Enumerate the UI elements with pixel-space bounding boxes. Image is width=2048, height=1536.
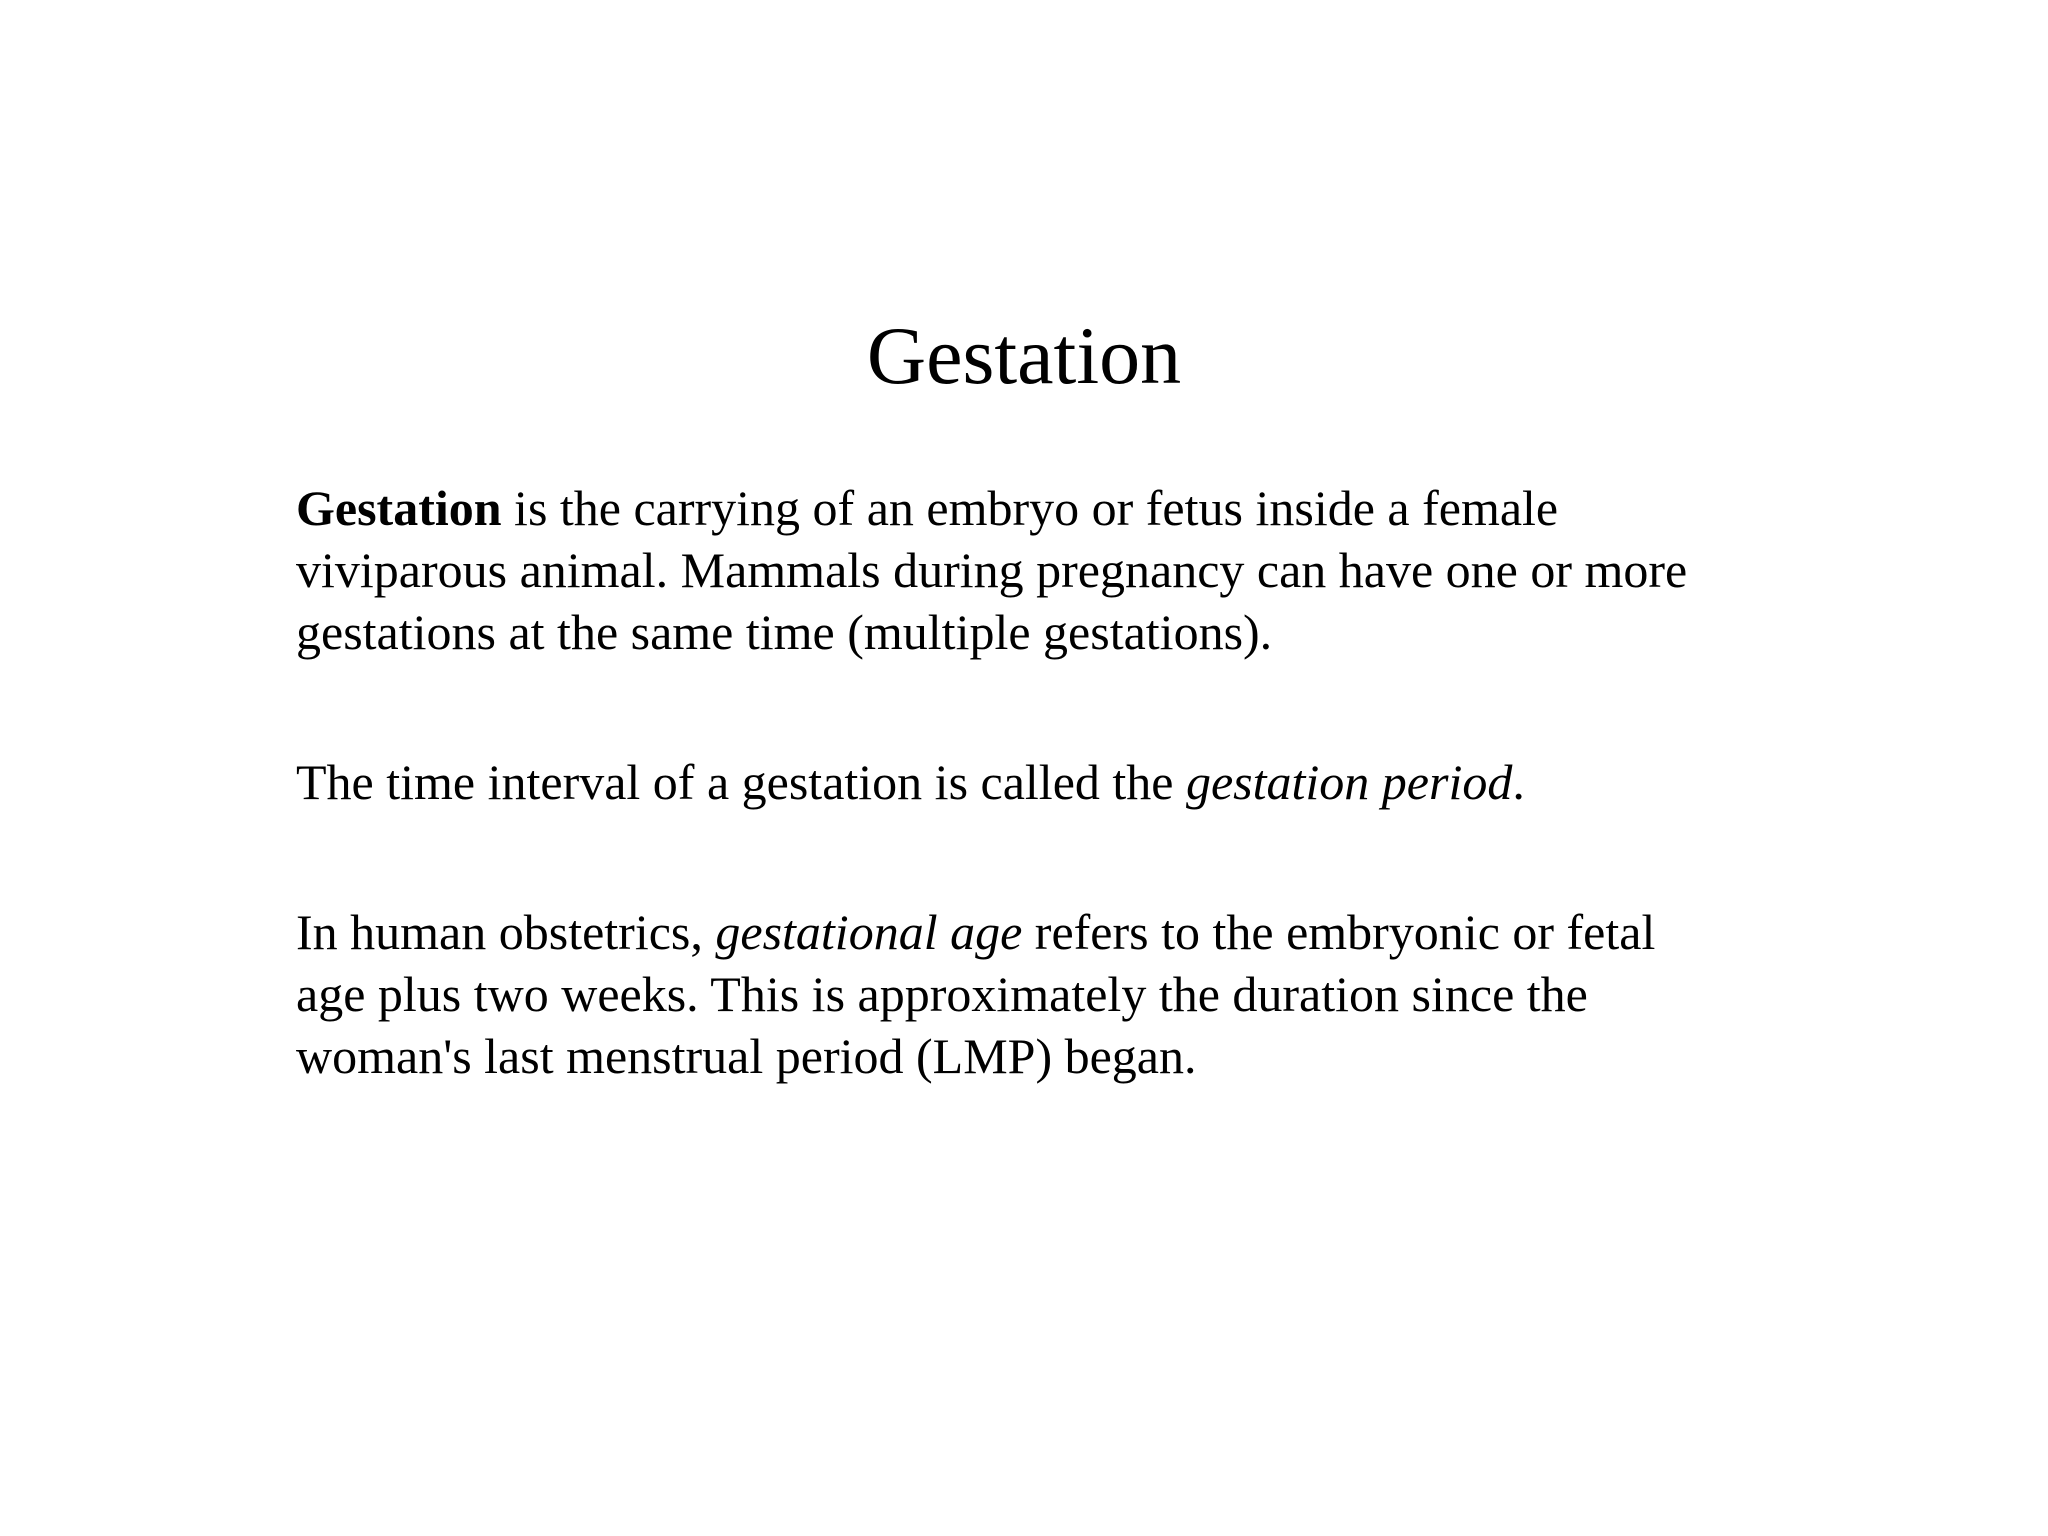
paragraph-gestational-age: [296, 901, 1796, 1087]
paragraph-text: In human obstetrics,: [296, 904, 716, 960]
paragraph-text: gestations at the same time (multiple gestations).: [296, 604, 1273, 660]
paragraph-text: refers to the embryonic or fetal: [1022, 904, 1656, 960]
slide-body: [296, 477, 1796, 1087]
bold-term: Gestation: [296, 480, 502, 536]
paragraph-text: .: [1512, 754, 1525, 810]
italic-term: gestational age: [715, 904, 1023, 960]
italic-term: gestation period: [1185, 754, 1513, 810]
slide-title: Gestation: [866, 310, 1182, 401]
paragraph-definition: [296, 477, 1796, 663]
paragraph-text: is the carrying of an embryo or fetus inside a female: [501, 480, 1559, 536]
paragraph-text: viviparous animal. Mammals during pregnancy can have one or more: [296, 542, 1688, 598]
paragraph-text: age plus two weeks. This is approximately the duration since the: [296, 966, 1588, 1022]
paragraph-text: The time interval of a gestation is called the: [296, 754, 1186, 810]
paragraph-text: woman's last menstrual period (LMP) began.: [296, 1028, 1197, 1084]
paragraph-gestation-period: [296, 751, 1796, 813]
